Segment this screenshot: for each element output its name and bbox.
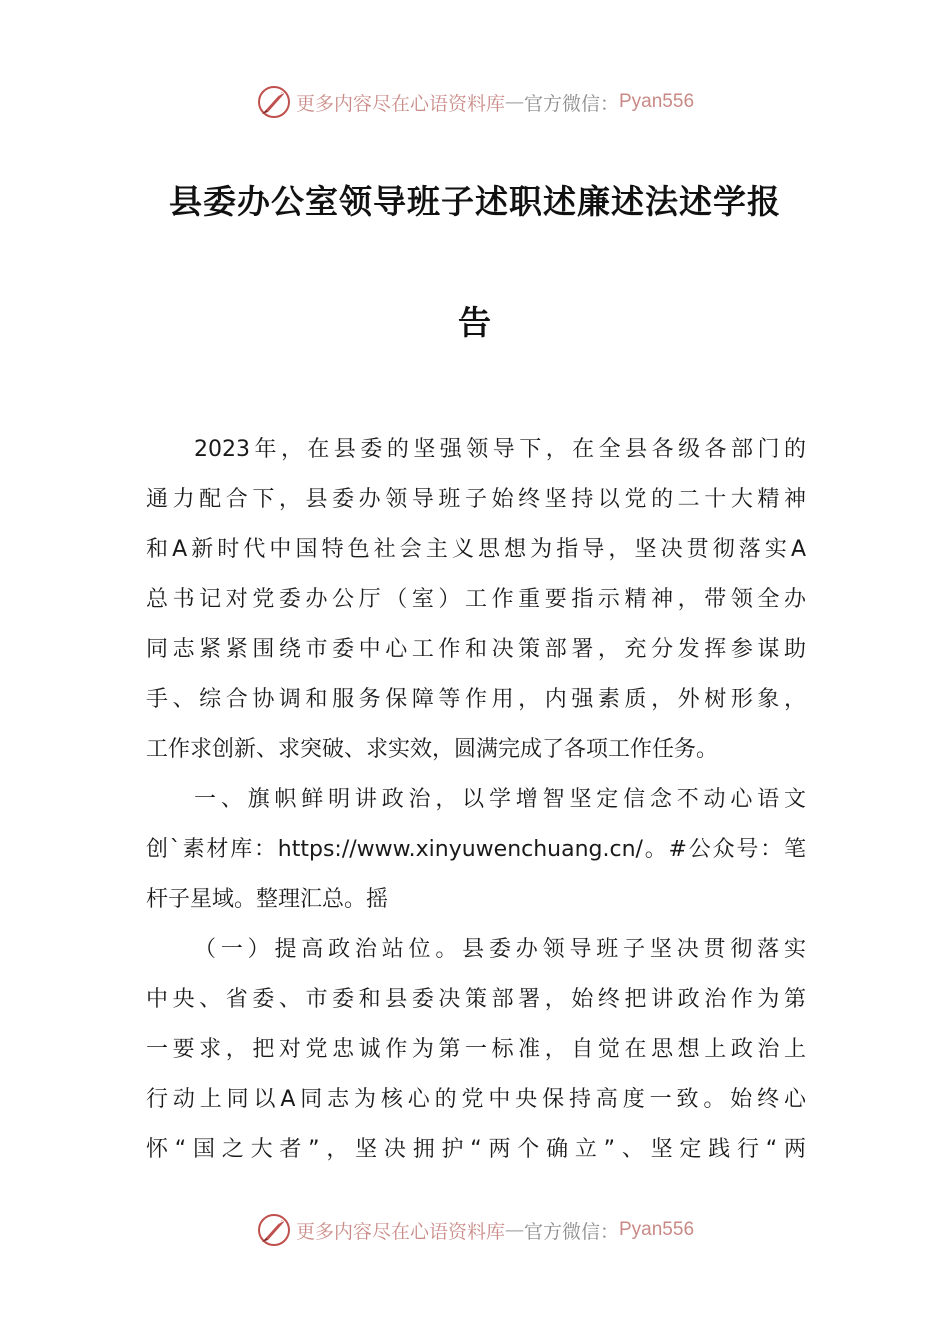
body-line: 行动上同以A同志为核心的党中央保持高度一致。始终心 (146, 1087, 806, 1112)
body-line: 手、综合协调和服务保障等作用，内强素质，外树形象， (146, 687, 806, 712)
body-line: 总书记对党委办公厅（室）工作重要指示精神，带领全办 (146, 587, 806, 612)
body-line: 和A新时代中国特色社会主义思想为指导，坚决贯彻落实A (146, 537, 806, 562)
watermark-dash: — (504, 1219, 524, 1241)
header-watermark (0, 82, 950, 122)
watermark-wechat-id: Pyan556 (619, 91, 695, 112)
body-line: 同志紧紧围绕市委中心工作和决策部署，充分发挥参谋助 (146, 637, 806, 662)
watermark-wechat-id: Pyan556 (619, 1219, 695, 1240)
document-body (146, 425, 806, 1175)
watermark-text: 更多内容尽在心语资料库 (295, 92, 505, 115)
watermark-text: 更多内容尽在心语资料库 (295, 1220, 505, 1243)
body-line: 通力配合下，县委办领导班子始终坚持以党的二十大精神 (146, 487, 806, 512)
watermark-official: 官方微信： (523, 1220, 619, 1243)
body-line: 创`素材库：https://www.xinyuwenchuang.cn/。#公众号：笔 (146, 837, 806, 862)
watermark-dash: — (504, 91, 524, 113)
body-line: 一要求，把对党忠诚作为第一标准，自觉在思想上政治上 (146, 1037, 806, 1062)
watermark-official: 官方微信： (523, 92, 619, 115)
body-line: 2023年，在县委的坚强领导下，在全县各级各部门的 (194, 437, 806, 462)
body-line: 杆子星域。整理汇总。摇 (146, 887, 389, 912)
body-line: 工作求创新、求突破、求实效，圆满完成了各项工作任务。 (146, 737, 719, 762)
body-line: 中央、省委、市委和县委决策部署，始终把讲政治作为第 (146, 987, 806, 1012)
quill-logo-icon (256, 84, 292, 120)
subsection-line: （一）提高政治站位。县委办领导班子坚决贯彻落实 (194, 937, 806, 962)
footer-watermark (0, 1210, 950, 1250)
quill-logo-icon (256, 1212, 292, 1248)
section-heading-line: 一、旗帜鲜明讲政治，以学增智坚定信念不动心语文 (194, 787, 806, 812)
document-title-line-1: 县委办公室领导班子述职述廉述法述学报 (169, 182, 781, 221)
body-line: 怀“国之大者”，坚决拥护“两个确立”、坚定践行“两 (146, 1137, 806, 1162)
document-title-line-2: 告 (458, 303, 492, 342)
